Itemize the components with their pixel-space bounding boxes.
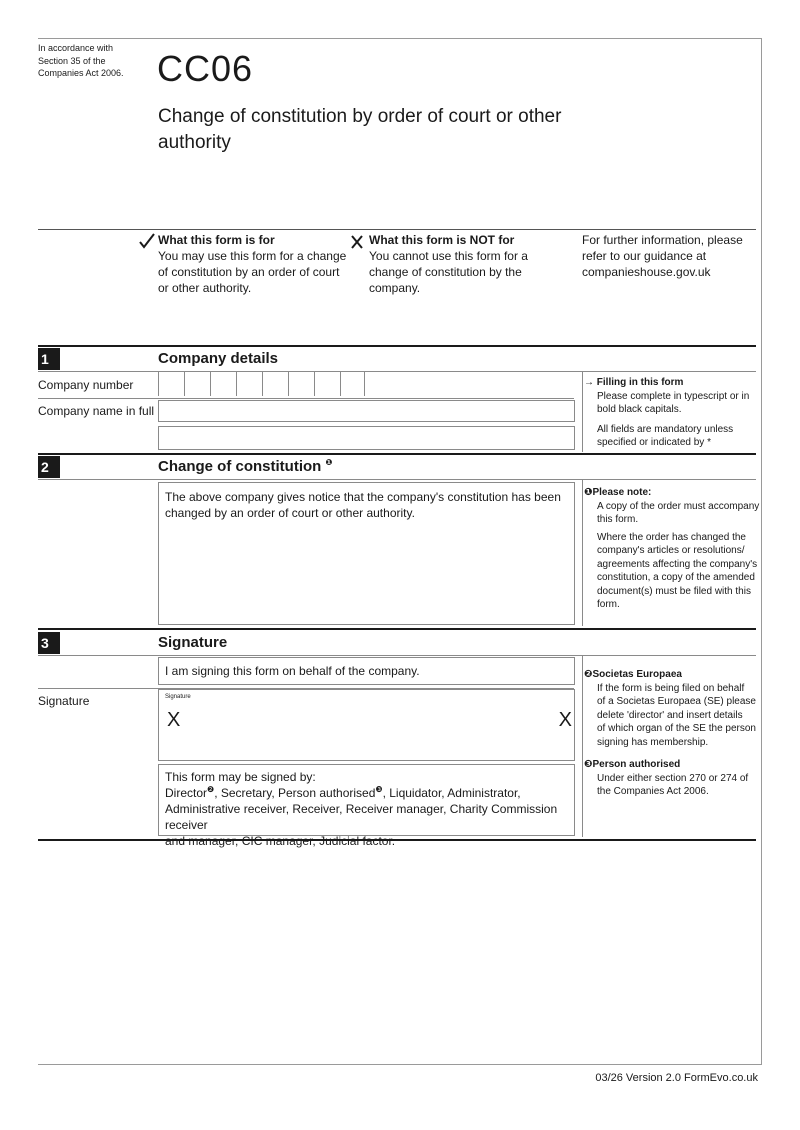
info-what-for-heading: What this form is for [158,233,275,247]
cross-icon [350,234,364,250]
company-number-field[interactable] [158,372,364,396]
filling-in-note [584,376,760,450]
signatory-text: , Secretary, Person authorised [214,786,376,800]
accordance-note [38,42,148,80]
note-line: document(s) must be filed with this [597,585,751,597]
signatory-text: , Liquidator, Administrator, [382,786,521,800]
constitution-statement-line: changed by an order of court or other authority. [165,506,415,520]
page-frame-right [761,38,762,1065]
info-line: refer to our guidance at [582,249,707,263]
company-name-field-2[interactable] [158,426,575,450]
section-1-title-rule [38,371,756,372]
note-line: Under either section 270 or 274 of [597,772,749,784]
info-line: of constitution by an order of court [158,265,340,279]
please-note [584,486,760,612]
constitution-statement-line: The above company gives notice that the company's constitution has been [165,490,561,504]
note-line: the Companies Act 2006. [597,786,709,797]
section-3-top-rule [38,628,756,630]
section-2-title-text: Change of constitution [158,458,322,475]
constitution-statement-box [158,482,575,625]
arrow-right-icon: → [584,377,594,388]
form-title-line: Change of constitution by order of court or other [158,106,562,127]
note-line: All fields are mandatory unless [597,423,734,435]
info-what-not-for [369,232,569,296]
note-line: signing has membership. [597,736,709,748]
accordance-line: In accordance with [38,43,114,53]
signature-field[interactable] [158,689,575,761]
please-note-heading: Please note: [592,487,652,498]
company-name-field-1[interactable] [158,400,575,422]
note-line: bold black capitals. [597,404,682,415]
note-line: Please complete in typescript or in [597,390,750,402]
info-line: For further information, please [582,233,743,247]
section-2-note-divider [582,480,583,626]
note-line: Where the order has changed the [597,531,746,543]
section-2-number: 2 [38,456,60,478]
behalf-statement-box [158,657,575,685]
section-3-note-divider [582,656,583,837]
section-2-title [158,458,332,475]
note-line: of which organ of the SE the person [597,723,756,734]
accordance-line: Section 35 of the [38,55,106,66]
filling-in-heading: Filling in this form [596,377,684,388]
note-3-mark: ❸ [375,785,383,794]
note-3-icon: ❸ [584,759,593,770]
info-line: or other authority. [158,281,252,295]
info-what-for [158,232,348,296]
note-line: agreements affecting the company's [597,558,758,570]
signatories-line: This form may be signed by: [165,770,316,784]
note-line: specified or indicated by * [597,437,711,448]
company-name-label: Company name in full [38,404,155,418]
note-1-mark: ❶ [325,458,333,467]
note-2-mark: ❷ [207,785,215,794]
signatories-box [158,764,575,848]
note-line: If the form is being filed on behalf [597,682,745,694]
form-title-line: authority [158,132,231,153]
signature-label: Signature [38,694,90,708]
section-2-top-rule [38,453,756,455]
note-line: of a Societas Europaea (SE) please [597,696,756,707]
signatory-director: Director [165,786,208,800]
tick-icon [138,232,156,250]
cross-mark-right: X [558,709,572,731]
accordance-line: Companies Act 2006. [38,68,124,78]
note-line: this form. [597,514,639,525]
section-1-top-rule [38,345,756,347]
info-line: You may use this form for a change [158,249,347,263]
note-line: constitution, a copy of the amended [597,572,755,583]
section-1-note-divider [582,372,583,452]
info-what-not-for-heading: What this form is NOT for [369,233,515,247]
note-line: company's articles or resolutions/ [597,545,745,556]
form-title [158,104,598,156]
person-authorised-heading: Person authorised [592,759,681,770]
signature-box-label: Signature [165,694,191,700]
info-line: change of constitution by the [369,265,522,279]
info-further [582,232,757,280]
note-line: A copy of the order must accompany [597,500,760,512]
section-3-bottom-rule [38,839,756,841]
section-2-title-rule [38,479,756,480]
note-2-icon: ❷ [584,669,593,680]
person-authorised-note [584,758,760,799]
page-frame-top [38,38,762,39]
info-line: You cannot use this form for a [369,249,528,263]
form-code: CC06 [157,48,254,89]
info-line: companieshouse.gov.uk [582,265,711,279]
footer-version: 03/26 Version 2.0 FormEvo.co.uk [595,1072,758,1084]
company-number-label: Company number [38,378,134,392]
info-line: company. [369,281,421,295]
section-1-title: Company details [158,350,279,367]
societas-europaea-heading: Societas Europaea [592,669,682,680]
info-top-rule [38,229,756,230]
signatories-line: and manager, CIC manager, Judicial factor. [165,834,396,848]
section-3-title-rule [38,655,756,656]
cross-mark-left: X [167,709,181,731]
societas-europaea-note [584,668,760,749]
note-1-icon: ❶ [584,487,593,498]
signatories-line: Administrative receiver, Receiver, Receiver manager, Charity Commission receiver [165,802,558,832]
section-3-number: 3 [38,632,60,654]
note-line: delete 'director' and insert details [597,709,743,721]
section-3-title: Signature [158,634,228,651]
page-frame-bottom [38,1064,762,1065]
company-number-rule [38,398,574,399]
behalf-statement: I am signing this form on behalf of the company. [165,664,420,678]
note-line: form. [597,599,620,610]
signatories-line [165,785,574,801]
section-1-number: 1 [38,348,60,370]
